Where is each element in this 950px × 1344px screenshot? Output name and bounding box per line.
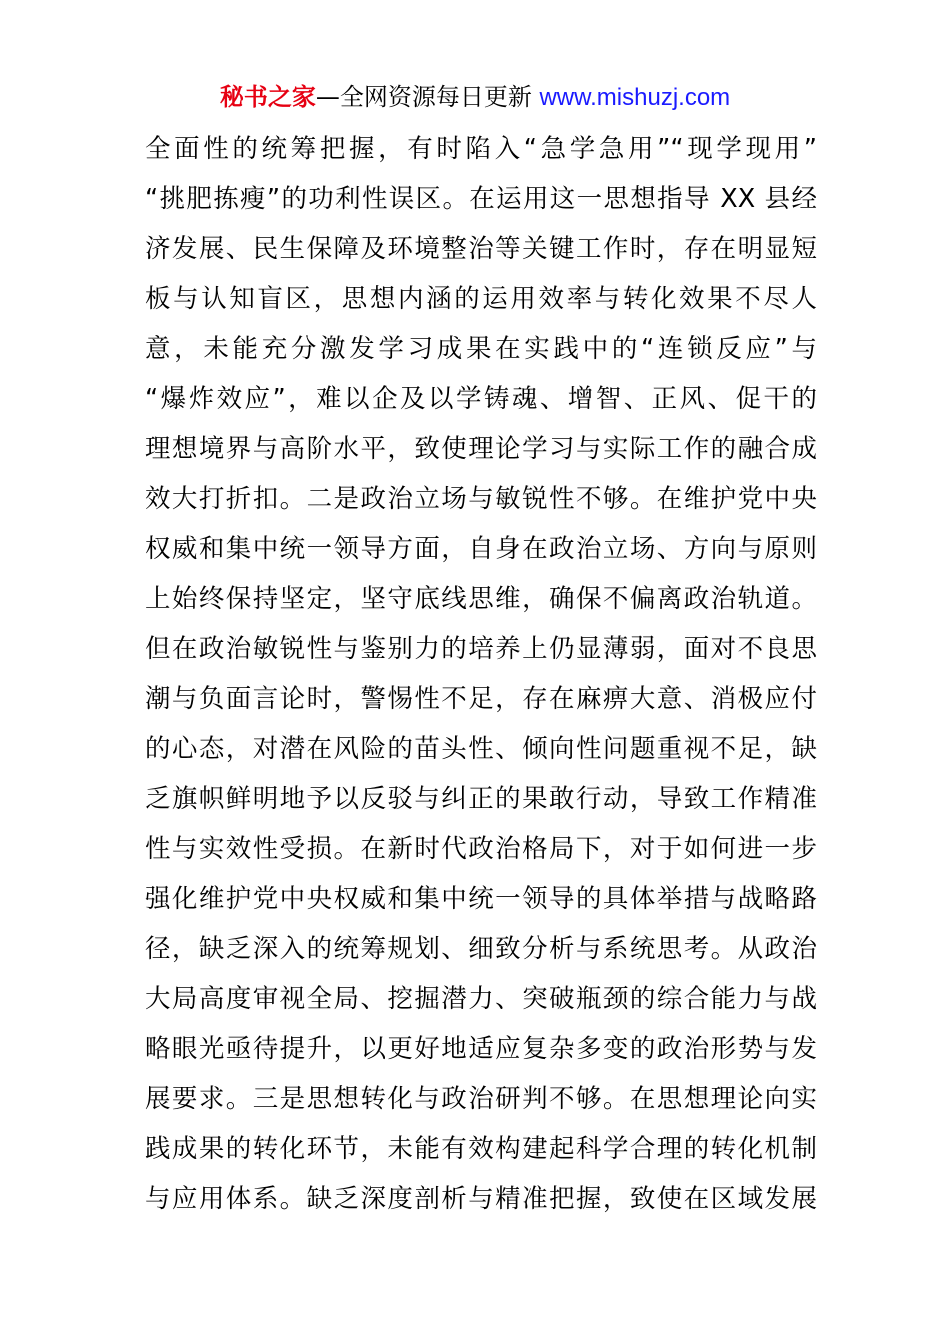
document-body (145, 124, 817, 1224)
text-line: 与应用体系。缺乏深度剖析与精准把握，致使在区域发展 (145, 1184, 817, 1214)
text-line: 性与实效性受损。在新时代政治格局下，对于如何进一步 (145, 834, 817, 864)
text-line: “爆炸效应”，难以企及以学铸魂、增智、正风、促干的 (145, 384, 817, 414)
site-slogan: —全网资源每日更新 (315, 83, 540, 111)
text-line: 的心态，对潜在风险的苗头性、倾向性问题重视不足，缺 (145, 734, 817, 764)
text-line: 但在政治敏锐性与鉴别力的培养上仍显薄弱，面对不良思 (145, 634, 817, 664)
page-header (0, 80, 950, 115)
text-line: 意，未能充分激发学习成果在实践中的“连锁反应”与 (145, 334, 817, 364)
text-line: 略眼光亟待提升，以更好地适应复杂多变的政治形势与发 (145, 1034, 817, 1064)
text-line: 济发展、民生保障及环境整治等关键工作时，存在明显短 (145, 234, 817, 264)
text-line: 理想境界与高阶水平，致使理论学习与实际工作的融合成 (145, 434, 817, 464)
text-line: 径，缺乏深入的统筹规划、细致分析与系统思考。从政治 (145, 934, 817, 964)
text-line: 全面性的统筹把握，有时陷入“急学急用”“现学现用” (145, 134, 817, 164)
text-line: 权威和集中统一领导方面，自身在政治立场、方向与原则 (145, 534, 817, 564)
text-line: 展要求。三是思想转化与政治研判不够。在思想理论向实 (145, 1084, 817, 1114)
text-line: 潮与负面言论时，警惕性不足，存在麻痹大意、消极应付 (145, 684, 817, 714)
text-line: 乏旗帜鲜明地予以反驳与纠正的果敢行动，导致工作精准 (145, 784, 817, 814)
text-line: 效大打折扣。二是政治立场与敏锐性不够。在维护党中央 (145, 484, 817, 514)
text-line: 上始终保持坚定，坚守底线思维，确保不偏离政治轨道。 (145, 584, 817, 614)
text-line: 板与认知盲区，思想内涵的运用效率与转化效果不尽人 (145, 284, 817, 314)
text-line: 强化维护党中央权威和集中统一领导的具体举措与战略路 (145, 884, 817, 914)
text-line: 大局高度审视全局、挖掘潜力、突破瓶颈的综合能力与战 (145, 984, 817, 1014)
site-url-link[interactable]: www.mishuzj.com (539, 84, 731, 111)
text-line: 践成果的转化环节，未能有效构建起科学合理的转化机制 (145, 1134, 817, 1164)
text-line: “挑肥拣瘦”的功利性误区。在运用这一思想指导 XX 县经 (145, 184, 817, 214)
site-brand: 秘书之家 (219, 83, 316, 111)
